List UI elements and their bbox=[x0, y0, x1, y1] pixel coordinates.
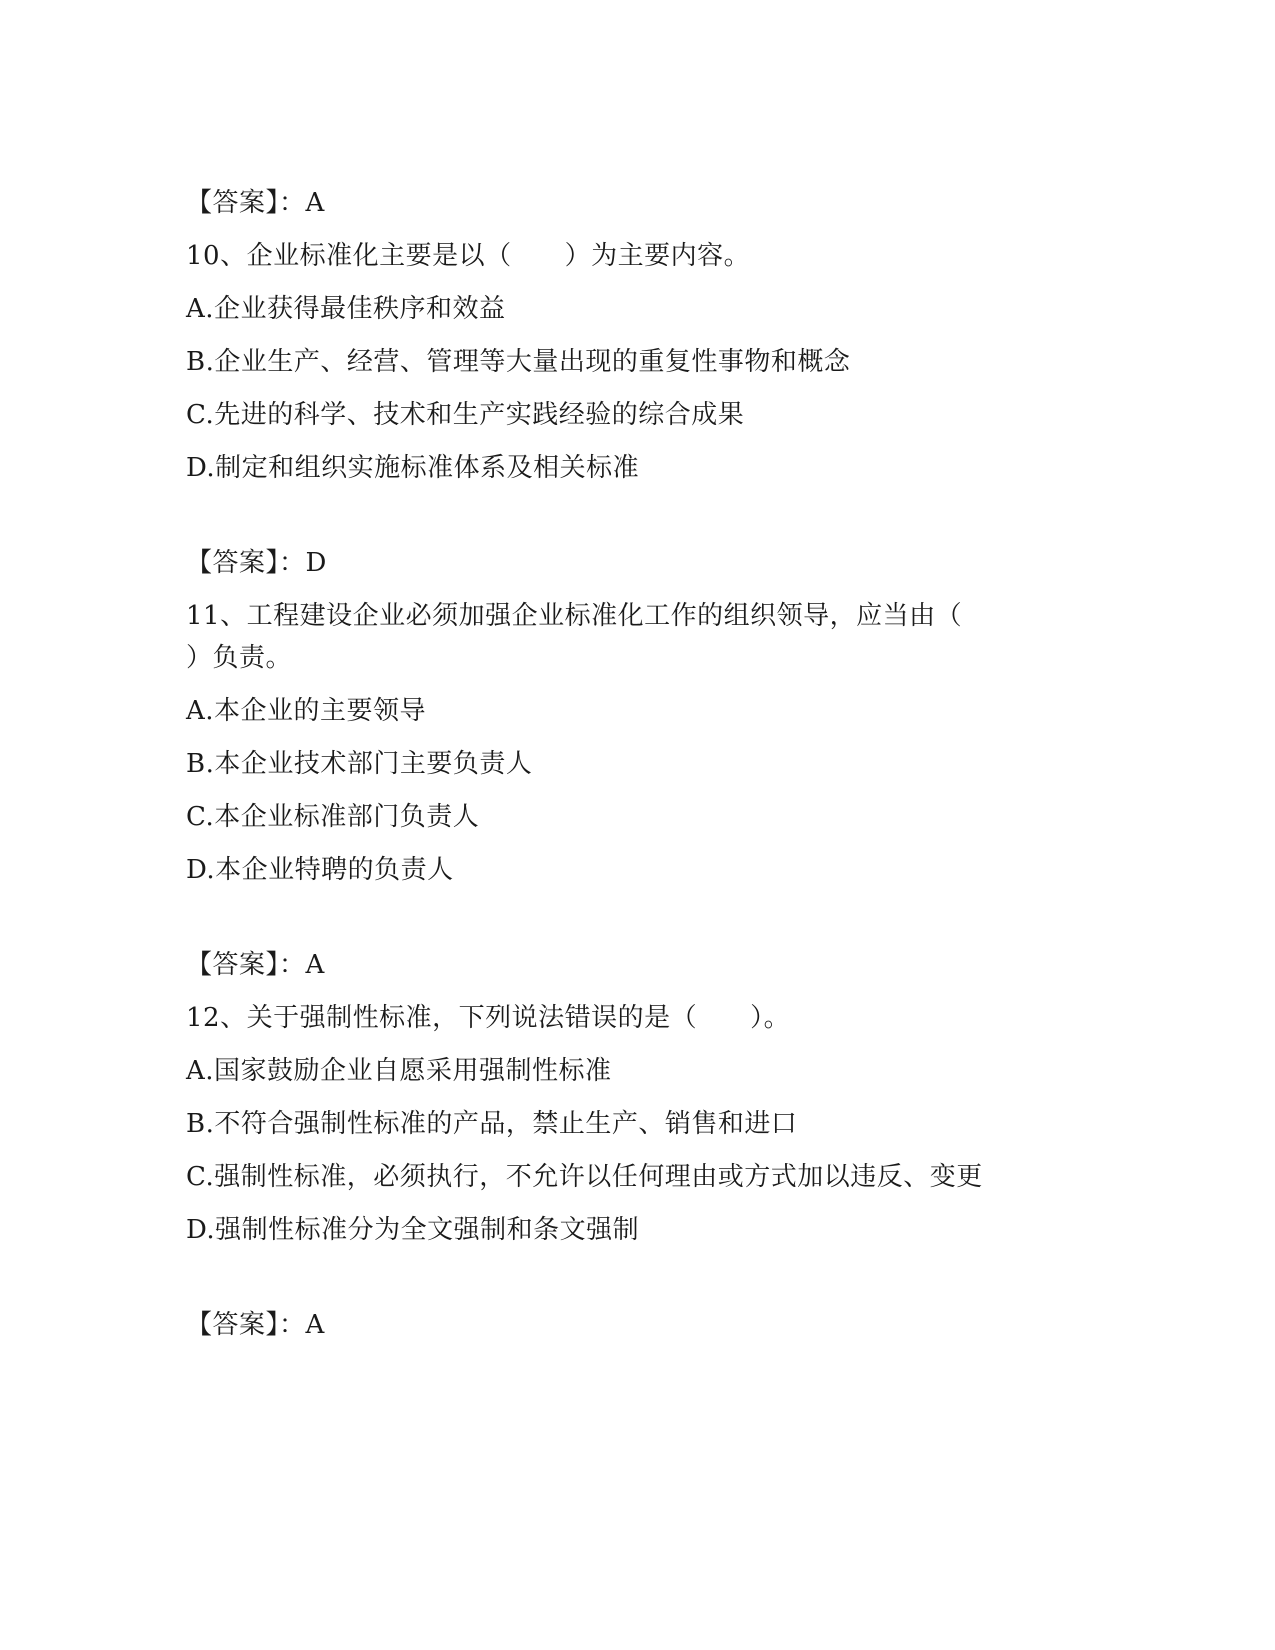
question-11-option-d: D.本企业特聘的负责人 bbox=[186, 855, 454, 885]
question-10-text: 10、企业标准化主要是以（ ）为主要内容。 bbox=[186, 241, 751, 271]
question-12-option-a: A.国家鼓励企业自愿采用强制性标准 bbox=[186, 1056, 612, 1086]
answer-12: 【答案】：A bbox=[186, 1310, 325, 1340]
question-11-option-b: B.本企业技术部门主要负责人 bbox=[186, 749, 533, 779]
question-10-option-c: C.先进的科学、技术和生产实践经验的综合成果 bbox=[186, 400, 745, 430]
question-11-text-line2: ）负责。 bbox=[186, 643, 293, 673]
question-10-option-a: A.企业获得最佳秩序和效益 bbox=[186, 294, 506, 324]
question-12-text: 12、关于强制性标准，下列说法错误的是（ ）。 bbox=[186, 1003, 791, 1033]
answer-10: 【答案】：D bbox=[186, 548, 327, 578]
question-10-option-d: D.制定和组织实施标准体系及相关标准 bbox=[186, 453, 640, 483]
question-11-text-line1: 11、工程建设企业必须加强企业标准化工作的组织领导，应当由（ bbox=[186, 601, 963, 631]
question-12-option-c: C.强制性标准，必须执行，不允许以任何理由或方式加以违反、变更 bbox=[186, 1162, 983, 1192]
question-10-option-b: B.企业生产、经营、管理等大量出现的重复性事物和概念 bbox=[186, 347, 851, 377]
answer-11: 【答案】：A bbox=[186, 950, 325, 980]
question-11-option-a: A.本企业的主要领导 bbox=[186, 696, 427, 726]
question-12-option-b: B.不符合强制性标准的产品，禁止生产、销售和进口 bbox=[186, 1109, 798, 1139]
answer-9: 【答案】：A bbox=[186, 188, 325, 218]
question-12-option-d: D.强制性标准分为全文强制和条文强制 bbox=[186, 1215, 640, 1245]
question-11-option-c: C.本企业标准部门负责人 bbox=[186, 802, 480, 832]
